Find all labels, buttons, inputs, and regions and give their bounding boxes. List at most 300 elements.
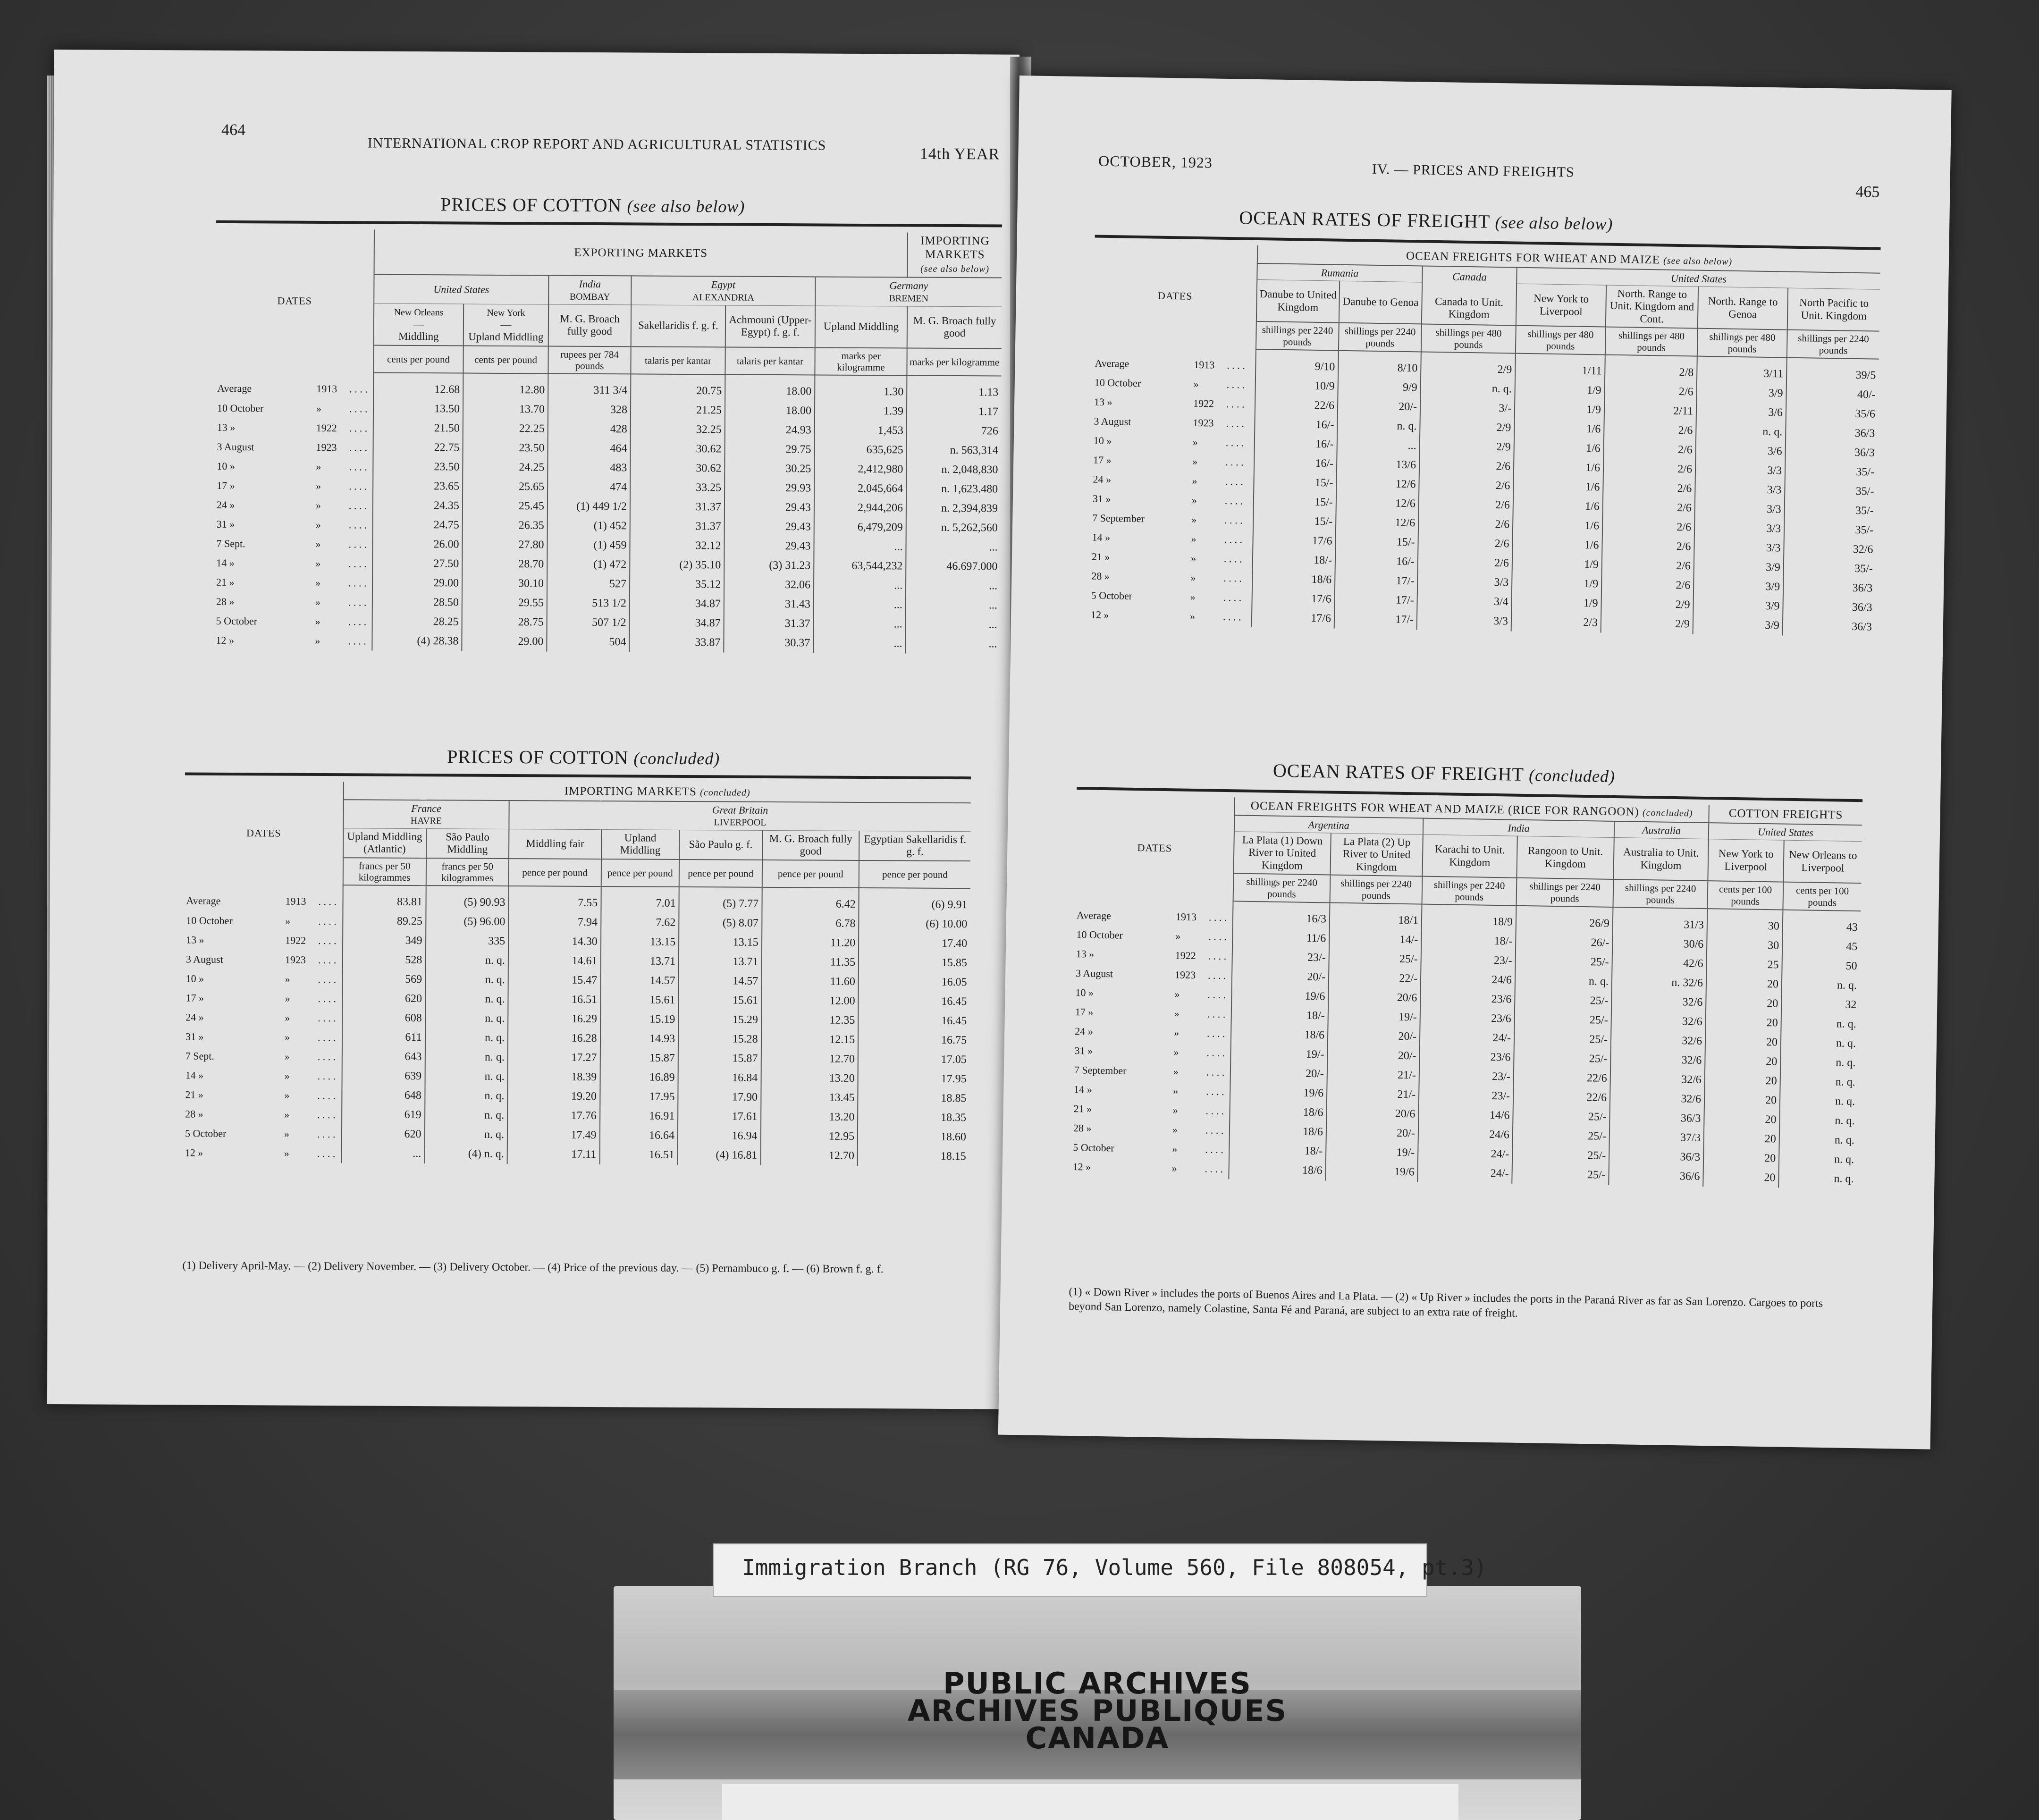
- table-cell: 527: [547, 574, 630, 594]
- year-label: »: [316, 460, 321, 472]
- table-cell: 26/9: [1516, 905, 1613, 933]
- table-cell: 619: [342, 1105, 425, 1125]
- unit: shillings per 2240 pounds: [1339, 323, 1422, 352]
- table-cell: 29.00: [462, 632, 547, 652]
- year-label: »: [315, 499, 321, 511]
- table-cell: 23/6: [1420, 1008, 1515, 1028]
- table-cell: 15.87: [678, 1049, 761, 1069]
- row-date: 31 » » . . . .: [185, 1030, 336, 1043]
- year-label: 1922: [1193, 397, 1214, 410]
- table-cell: n. q.: [1779, 1110, 1858, 1131]
- date-label: 10 »: [1075, 986, 1094, 999]
- table-cell: 20: [1703, 1148, 1779, 1169]
- table-cell: 17.05: [858, 1050, 969, 1070]
- table-cell: 32: [1781, 994, 1860, 1015]
- row-date: 12 » » . . . .: [1072, 1161, 1223, 1175]
- col-header: Danube to Genoa: [1339, 281, 1422, 324]
- table-cell: n. 563,314: [907, 441, 1001, 461]
- table-cell: n. q.: [1780, 1091, 1858, 1112]
- table-cell: 15.87: [600, 1048, 678, 1068]
- date-label: Average: [217, 382, 252, 395]
- table-cell: 28.70: [462, 555, 547, 574]
- unit: talaris per kantar: [631, 346, 725, 374]
- table-cell: 32.12: [630, 536, 724, 556]
- table-cell: n. q.: [425, 1047, 508, 1067]
- row-date: 10 October » . . . .: [186, 914, 337, 927]
- date-label: 5 October: [1091, 589, 1133, 602]
- archive-label-text: Immigration Branch (RG 76, Volume 560, File 808054, pt.3): [742, 1555, 1487, 1580]
- table-cell: 25/-: [1514, 1009, 1611, 1030]
- table-cell: 3/3: [1417, 610, 1512, 631]
- table-cell: 31.43: [724, 595, 814, 615]
- table-cell: 17.61: [678, 1107, 761, 1127]
- table-row: [214, 631, 1000, 654]
- year-label: »: [1191, 513, 1197, 526]
- table-cell: n. q.: [425, 1028, 508, 1048]
- table-cell: 17.90: [678, 1087, 761, 1107]
- table-title: [1273, 759, 1616, 787]
- table-cell: 14.30: [508, 932, 601, 952]
- row-date: 28 » » . . . .: [216, 595, 367, 608]
- table-cell: 12.95: [760, 1127, 858, 1146]
- row-date: 12 » » . . . .: [1090, 608, 1241, 623]
- unit: shillings per 480 pounds: [1697, 329, 1787, 357]
- table-cell: 1/9: [1512, 573, 1602, 594]
- table-cell: (5) 8.07: [679, 913, 762, 933]
- table-cell: 63,544,232: [814, 556, 906, 576]
- table-cell: 25/-: [1515, 990, 1612, 1011]
- group-header: OCEAN FREIGHTS FOR WHEAT AND MAIZE (RICE FOR RANGOON) (concluded): [1234, 797, 1709, 823]
- table-cell: 3/9: [1694, 576, 1784, 597]
- table-cell: 25/-: [1329, 948, 1421, 969]
- row-date: 24 » » . . . .: [1075, 1025, 1225, 1040]
- table-cell: 1/6: [1513, 476, 1603, 497]
- row-date: Average 1913 . . . .: [186, 894, 337, 908]
- table-cell: 16/-: [1255, 414, 1338, 435]
- row-date: 17 » » . . . .: [217, 479, 367, 492]
- table-cell: 16/-: [1335, 551, 1418, 572]
- table-cell: 26.00: [372, 535, 462, 555]
- row-date: 31 » » . . . .: [216, 518, 367, 531]
- unit: cents per 100 pounds: [1783, 882, 1861, 911]
- table-cell: (4) n. q.: [424, 1144, 507, 1164]
- title-note: (concluded): [1528, 766, 1616, 786]
- table-cell: 22/6: [1513, 1087, 1610, 1107]
- table-cell: 34.87: [630, 594, 724, 614]
- stamp-line-3: CANADA: [1025, 1721, 1170, 1755]
- table-cell: 30.25: [725, 459, 814, 479]
- table-cell: 22/6: [1513, 1067, 1610, 1088]
- page-number: 464: [221, 121, 246, 139]
- table-cell: n. q.: [425, 989, 508, 1009]
- table-cell: 1.13: [907, 376, 1001, 403]
- date-label: 21 »: [185, 1088, 203, 1101]
- table-cell: (1) 449 1/2: [548, 497, 630, 517]
- date-label: 12 »: [1072, 1161, 1091, 1173]
- year-label: 1922: [316, 421, 337, 434]
- table-cell: 24/6: [1418, 1124, 1513, 1145]
- country-india: India BOMBAY: [548, 276, 631, 305]
- table-cell: ...: [906, 538, 1000, 557]
- title-text: PRICES OF COTTON: [447, 746, 629, 768]
- table-cell: 7.01: [601, 886, 679, 913]
- unit: shillings per 2240 pounds: [1233, 874, 1331, 902]
- date-label: 31 »: [185, 1030, 204, 1043]
- running-head: IV. — PRICES AND FREIGHTS: [1372, 161, 1575, 180]
- unit: shillings per 480 pounds: [1605, 327, 1698, 356]
- table-cell: 16/3: [1233, 901, 1330, 929]
- date-label: 12 »: [216, 634, 235, 646]
- col-header: Egyptian Sakellaridis f. g. f.: [859, 831, 970, 861]
- table-cell: 36/3: [1785, 442, 1878, 463]
- table-cell: (4) 16.81: [678, 1146, 761, 1165]
- table-cell: n. q.: [1778, 1168, 1857, 1189]
- table-cell: 20: [1705, 1051, 1781, 1072]
- table-cell: n. q.: [425, 951, 508, 970]
- table-cell: 13.15: [679, 933, 762, 952]
- table-title: [1239, 206, 1613, 234]
- row-date: 14 » » . . . .: [1074, 1083, 1224, 1098]
- table-cell: ...: [814, 576, 906, 596]
- table-cell: 15.61: [678, 991, 761, 1011]
- year-label: »: [1172, 1143, 1178, 1155]
- table-cell: 483: [548, 458, 630, 478]
- table-cell: n. 5,262,560: [906, 518, 1001, 538]
- unit: pence per pound: [762, 860, 859, 888]
- table-cell: 16.75: [858, 1030, 969, 1050]
- table-cell: 20: [1706, 993, 1782, 1014]
- row-date: 21 » » . . . .: [216, 576, 367, 589]
- unit: shillings per 2240 pounds: [1422, 876, 1517, 905]
- table-cell: 16.64: [599, 1126, 678, 1146]
- table-cell: 620: [342, 1124, 425, 1144]
- date-label: 10 »: [1093, 434, 1112, 447]
- table-cell: n. q.: [425, 970, 508, 990]
- table-cell: 16.94: [678, 1126, 761, 1146]
- unit: rupees per 784 pounds: [548, 346, 631, 374]
- country-egypt: Egypt ALEXANDRIA: [631, 276, 815, 306]
- table-cell: 13.71: [679, 952, 762, 972]
- row-date: 12 » » . . . .: [216, 634, 367, 647]
- year-label: »: [285, 1011, 290, 1024]
- table-cell: n. q.: [1782, 975, 1860, 995]
- table-cell: 36/3: [1783, 616, 1875, 637]
- table-cell: 17/6: [1252, 608, 1335, 629]
- col-header: North Pacific to Unit. Kingdom: [1787, 288, 1880, 331]
- unit: marks per kilogramme: [815, 347, 907, 375]
- table-cell: 335: [426, 931, 509, 951]
- table-cell: 2,944,206: [814, 498, 906, 518]
- table-cell: 2/6: [1602, 555, 1694, 576]
- table-cell: 3/9: [1694, 556, 1784, 577]
- table-cell: 2/9: [1420, 417, 1515, 438]
- table-cell: 36/3: [1783, 577, 1876, 598]
- date-label: 13 »: [217, 421, 236, 433]
- table-cell: 19.20: [507, 1087, 600, 1106]
- table-cell: 20: [1705, 1032, 1781, 1053]
- table-cell: 474: [548, 478, 630, 497]
- table-cell: 17/-: [1334, 609, 1417, 630]
- table-cell: 32.25: [631, 420, 725, 440]
- dates-header: DATES: [1157, 289, 1193, 302]
- table-cell: 18.15: [858, 1146, 969, 1166]
- year-label: »: [1173, 1085, 1179, 1097]
- date-label: 14 »: [1092, 531, 1111, 544]
- date-label: 3 August: [185, 953, 223, 965]
- year-label: »: [1173, 1046, 1179, 1058]
- ocean-freight-concluded-table: [1070, 795, 1862, 1189]
- col-header: Danube to United Kingdom: [1256, 280, 1340, 323]
- table-cell: 1/9: [1512, 554, 1602, 574]
- table-cell: 16.91: [600, 1106, 678, 1126]
- table-cell: 16.45: [859, 992, 970, 1011]
- table-cell: 16.45: [858, 1011, 969, 1031]
- table-cell: 12.15: [761, 1030, 859, 1050]
- table-cell: 18/-: [1421, 930, 1516, 951]
- dates-header: DATES: [1137, 842, 1172, 854]
- table-cell: 23/-: [1419, 1085, 1514, 1106]
- unit: shillings per 2240 pounds: [1613, 879, 1708, 908]
- row-date: 5 October » . . . .: [1073, 1141, 1224, 1156]
- stamp-paper: [722, 1784, 1458, 1820]
- table-title: [440, 193, 745, 217]
- table-cell: 3/9: [1693, 595, 1783, 616]
- table-cell: 32/6: [1611, 1030, 1706, 1051]
- table-cell: 1/6: [1514, 418, 1604, 439]
- col-header: M. G. Broach fully good: [762, 830, 859, 860]
- stamp-line-1: PUBLIC ARCHIVES: [943, 1666, 1252, 1701]
- table-cell: 611: [342, 1028, 425, 1047]
- table-cell: 32/6: [1610, 1069, 1705, 1090]
- year-label: »: [1193, 378, 1199, 390]
- date-label: Average: [1076, 909, 1112, 921]
- date-label: 31 »: [1092, 492, 1111, 505]
- table-cell: 2/6: [1418, 533, 1513, 554]
- table-cell: 3/9: [1696, 382, 1786, 403]
- table-cell: 12.00: [761, 991, 859, 1011]
- date-label: 31 »: [1074, 1045, 1093, 1057]
- col-canada: Canada Canada to Unit. Kingdom: [1422, 266, 1517, 326]
- table-cell: 15/-: [1254, 472, 1337, 493]
- table-cell: 25/-: [1514, 1028, 1611, 1049]
- table-cell: 18.35: [858, 1108, 969, 1128]
- col-bremen-upland: Upland Middling: [815, 305, 908, 348]
- table-cell: n. q.: [1780, 1071, 1858, 1092]
- table-cell: 20.75: [631, 374, 725, 401]
- table-cell: 18/9: [1422, 904, 1517, 932]
- table-cell: 23.65: [373, 477, 463, 497]
- table-cell: 3/3: [1695, 460, 1786, 480]
- table-cell: 45: [1782, 936, 1861, 957]
- row-date: 28 » » . . . .: [1073, 1122, 1224, 1137]
- unit: pence per pound: [601, 859, 679, 887]
- table-cell: 14.93: [600, 1029, 679, 1049]
- page-number: 465: [1855, 183, 1880, 201]
- year-label: »: [284, 1089, 290, 1101]
- date-label: 13 »: [186, 934, 204, 946]
- table-cell: 40/-: [1786, 384, 1879, 404]
- table-cell: 20: [1704, 1090, 1780, 1111]
- year-label: »: [1189, 610, 1196, 623]
- table-cell: 2/6: [1603, 478, 1695, 498]
- year-label: »: [284, 1031, 290, 1043]
- table-cell: 9/10: [1255, 349, 1339, 377]
- row-date: 24 » » . . . .: [1093, 473, 1244, 488]
- table-cell: 29.00: [372, 573, 462, 593]
- year-label: »: [315, 518, 321, 531]
- running-head-date: OCTOBER, 1923: [1098, 152, 1213, 171]
- table-cell: 43: [1783, 910, 1861, 937]
- table-cell: 1/11: [1515, 353, 1605, 381]
- table-cell: 2/9: [1601, 594, 1694, 615]
- table-cell: 12/6: [1336, 493, 1419, 514]
- year-label: »: [284, 1147, 289, 1159]
- table-cell: 17/-: [1334, 590, 1417, 610]
- country-france: France HAVRE: [343, 800, 509, 829]
- date-label: 7 September: [1074, 1064, 1127, 1077]
- date-label: 28 »: [216, 595, 235, 607]
- year-label: »: [284, 1108, 290, 1121]
- table-cell: 7.62: [601, 913, 679, 933]
- date-label: 13 »: [1076, 948, 1095, 960]
- table-cell: 17.11: [507, 1145, 600, 1164]
- country-germany: Germany BREMEN: [815, 277, 1002, 307]
- col-header: North. Range to Unit. Kingdom and Cont.: [1606, 285, 1698, 329]
- col-header: Middling fair: [509, 829, 601, 859]
- table-cell: ...: [905, 634, 1000, 654]
- date-label: 7 Sept.: [185, 1050, 215, 1062]
- table-cell: 620: [342, 989, 425, 1009]
- table-row: [184, 885, 970, 915]
- row-date: 10 » » . . . .: [1075, 986, 1226, 1001]
- table-cell: n. q.: [1779, 1129, 1857, 1150]
- date-label: 28 »: [185, 1108, 203, 1120]
- year-label: »: [316, 402, 322, 414]
- table-cell: 17.40: [859, 934, 970, 953]
- table-cell: 25/-: [1515, 951, 1612, 972]
- title-rule: [185, 772, 971, 779]
- table-cell: 21/-: [1327, 1084, 1419, 1104]
- table-cell: 643: [342, 1047, 425, 1067]
- row-date: 13 » 1922 . . . .: [217, 421, 368, 434]
- year-label: »: [1190, 590, 1196, 603]
- table-cell: 13.15: [601, 932, 679, 952]
- date-label: 3 August: [1075, 967, 1113, 980]
- table-cell: 19/-: [1326, 1142, 1418, 1163]
- table-cell: 22/-: [1329, 968, 1421, 988]
- table-cell: 2,412,980: [814, 460, 906, 480]
- year-label: »: [1191, 532, 1196, 545]
- table-cell: 2/3: [1511, 612, 1601, 632]
- table-cell: 28.25: [372, 612, 462, 632]
- date-label: 10 »: [185, 972, 204, 985]
- table-cell: 2/11: [1604, 400, 1697, 421]
- date-label: Average: [186, 894, 221, 907]
- table-cell: 464: [548, 439, 630, 459]
- table-cell: 35/-: [1785, 480, 1877, 501]
- title-text: OCEAN RATES OF FREIGHT: [1239, 207, 1490, 232]
- table-cell: 2/6: [1603, 439, 1696, 460]
- table-cell: 20/-: [1230, 1063, 1328, 1084]
- table-cell: 9/9: [1338, 377, 1421, 397]
- date-label: 10 »: [217, 460, 235, 472]
- table-cell: n. q.: [424, 1125, 507, 1145]
- table-cell: 18.60: [858, 1127, 969, 1147]
- table-cell: 528: [343, 950, 426, 970]
- table-cell: 3/-: [1420, 397, 1515, 418]
- table-cell: 20/-: [1326, 1122, 1419, 1143]
- year-label: »: [1173, 1027, 1180, 1039]
- table-cell: 1/6: [1514, 438, 1604, 458]
- country-us: United States: [374, 275, 548, 304]
- year-label: 1913: [1194, 358, 1215, 371]
- table-cell: 13.20: [761, 1107, 858, 1127]
- table-cell: 36/3: [1786, 422, 1878, 443]
- date-label: 17 »: [185, 992, 204, 1004]
- group-header: OCEAN FREIGHTS FOR WHEAT AND MAIZE (see also below): [1257, 245, 1880, 273]
- table-cell: (1) 452: [548, 516, 630, 536]
- table-cell: 2/8: [1605, 354, 1697, 382]
- country-us: United States: [1709, 823, 1862, 842]
- title-note: (concluded): [633, 749, 720, 768]
- table-cell: 6.42: [762, 887, 859, 914]
- col-header: New York to Liverpool: [1516, 284, 1606, 327]
- table-cell: n. q.: [1696, 421, 1786, 442]
- table-cell: (1) 472: [547, 555, 630, 575]
- table-cell: 13.71: [600, 952, 679, 971]
- unit: pence per pound: [509, 859, 601, 886]
- row-date: 21 » » . . . .: [1073, 1103, 1224, 1117]
- table-cell: 12.70: [760, 1146, 858, 1166]
- row-date: 21 » » . . . .: [1091, 550, 1242, 565]
- date-label: 12 »: [185, 1146, 203, 1159]
- table-cell: 30.10: [462, 574, 547, 594]
- table-cell: 15.85: [859, 953, 970, 973]
- table-cell: 13.45: [761, 1088, 858, 1108]
- unit: francs per 50 kilogrammes: [343, 858, 426, 885]
- year-label: »: [315, 615, 320, 627]
- table-cell: 24.75: [373, 515, 463, 535]
- table-cell: 30: [1707, 909, 1783, 936]
- date-label: 31 »: [216, 518, 235, 530]
- row-date: 5 October » . . . .: [216, 615, 367, 628]
- dates-header: DATES: [277, 295, 312, 307]
- table-cell: 29.55: [462, 593, 547, 613]
- table-cell: 16/-: [1254, 453, 1337, 474]
- col-header: Upland Middling (Atlantic): [343, 828, 426, 858]
- table-cell: 22/6: [1255, 395, 1338, 416]
- date-label: 3 August: [217, 440, 254, 453]
- table-cell: 15.28: [678, 1029, 761, 1049]
- table-cell: 37/3: [1609, 1127, 1704, 1148]
- row-date: 14 » » . . . .: [216, 556, 367, 570]
- running-head: INTERNATIONAL CROP REPORT AND AGRICULTURAL STATISTICS: [367, 135, 826, 153]
- table-cell: n. q.: [1781, 1013, 1859, 1034]
- table-cell: 17.27: [508, 1048, 600, 1068]
- col-header: New Orleans to Liverpool: [1783, 840, 1862, 883]
- col-new-york: New York — Upland Middling: [463, 304, 548, 346]
- ocean-freight-table: [1089, 243, 1881, 637]
- col-header: São Paulo Middling: [426, 829, 509, 859]
- year-label: »: [285, 973, 290, 985]
- table-cell: 32.06: [724, 575, 814, 595]
- date-label: 10 October: [217, 402, 264, 414]
- row-date: 13 » 1922 . . . .: [1076, 948, 1227, 962]
- year-label: »: [315, 576, 321, 589]
- unit: cents per pound: [373, 345, 463, 373]
- table-cell: 639: [342, 1066, 425, 1086]
- table-cell: 18.00: [725, 375, 815, 402]
